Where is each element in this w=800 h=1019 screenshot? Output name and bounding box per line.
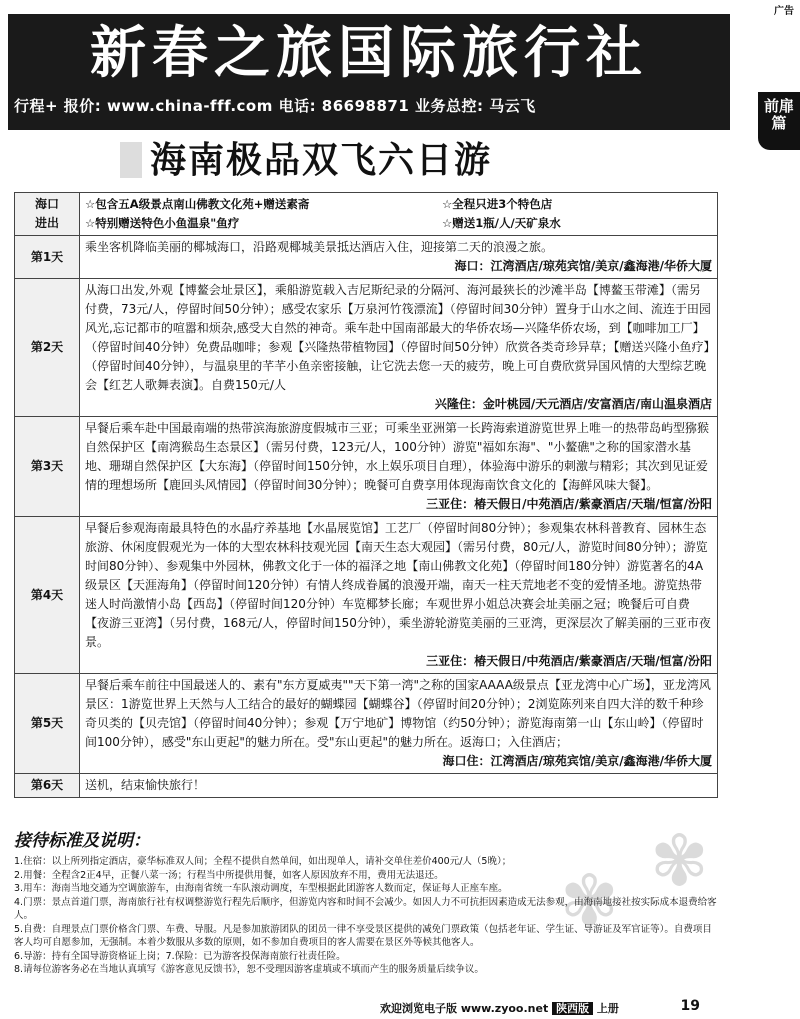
tour-title: 海南极品双飞六日游 [150, 140, 493, 181]
day-text: 早餐后乘车前往中国最迷人的、素有"东方夏威夷""天下第一湾"之称的国家AAAA级景点【亚龙湾中心广场】，亚龙湾风景区：1游览世界上天然与人工结合的最好的蝴蝶园【蝴蝶谷】（停留时间20分钟）；2浏览陈列来自四大洋的数千种珍奇贝类的【贝壳馆】（停留时间40分钟）；参观【万宁地矿】博物馆（约50分钟）；游览海南第一山【东山岭】（停留时间100分钟），感受"东山更起"的魅力所在。受"东山更起"的魅力所在。返海口；入住酒店； [85, 678, 711, 749]
day-text: 早餐后参观海南最具特色的水晶疗养基地【水晶展览馆】工艺厂（停留时间80分钟）；参观集农林科普教育、园林生态旅游、休闲度假观光为一体的大型农林科技观光园【南天生态大观园】（需另付费，80元/人，游览时间80分钟）；游览时间80分钟）、参观集中外园林，佛教文化于一体的福泽之地【南山佛教文化苑】（停留时间180分钟）游览著名的4A级景区【天涯海角】（停留时间120分钟）有情人终成眷属的浪漫开端，南天一柱天荒地老不变的爱情圣地。游览热带迷人时尚激情小岛【西岛】（停留时间120分钟）车览椰梦长廊；车观世界小姐总决赛会址美丽之冠；晚餐后可自费【夜游三亚湾】（另付费，168元/人，停留时间150分钟），乘坐游轮游览美丽的三亚湾，更深层次了解美丽的三亚市夜景。 [85, 521, 711, 649]
highlight-item: ☆包含五A级景点南山佛教文化苑+赠送素斋 [85, 197, 310, 211]
note-item: 8.请每位游客务必在当地认真填写《游客意见反馈书》，恕不受理因游客虚填或不填而产生的服务质量后续争议。 [14, 964, 484, 975]
palm-decoration: ✾ [560, 860, 619, 942]
note-item: 3.用车：海南当地交通为空调旅游车，由海南省统一车队滚动调度，车型根据此团游客人数而定，保证每人正座车座。 [14, 883, 508, 894]
day-text: 乘坐客机降临美丽的椰城海口，沿路观椰城美景抵达酒店入住，迎接第二天的浪漫之旅。 [85, 240, 554, 254]
footer-text: 欢迎浏览电子版 www.zyoo.net [380, 1002, 549, 1015]
day-row [15, 417, 718, 517]
highlight-item: ☆特别赠送特色小鱼温泉"鱼疗 [85, 216, 240, 230]
footer-line [380, 1000, 619, 1016]
itinerary-table [14, 192, 718, 798]
day-description [80, 517, 718, 674]
day-hotel: 海口住：江湾酒店/琼苑宾馆/美京/鑫海港/华侨大厦 [442, 754, 712, 768]
section-tab: 前扉篇 [758, 92, 800, 150]
day-description [80, 236, 718, 279]
edition-badge: 陕西版 [552, 1002, 593, 1015]
day-label: 第1天 [15, 236, 80, 279]
day-row [15, 674, 718, 774]
highlight-item: ☆全程只进3个特色店 [442, 197, 553, 211]
ad-tag: 广告 [774, 6, 794, 17]
day-text: 早餐后乘车赴中国最南端的热带滨海旅游度假城市三亚；可乘坐亚洲第一长跨海索道游览世界上唯一的热带岛屿型猕猴自然保护区【南湾猴岛生态景区】（需另付费，123元/人，100分钟）游览"福如东海"、"小鳌礁"之称的国家潜水基地、珊瑚自然保护区【大东海】（停留时间150分钟，水上娱乐项目自理），体验海中游乐的刺激与精彩；其次到见证爱情的理想场所【鹿回头风情园】（停留时间30分钟）；晚餐可自费享用体现海南饮食文化的【海鲜风味大餐】。 [85, 421, 710, 492]
day-text: 从海口出发,外观【博鳌会址景区】，乘船游览载入吉尼斯纪录的分隔河、海河最狭长的沙滩半岛【博鳌玉带滩】（需另付费，73元/人，停留时间50分钟）；感受农家乐【万泉河竹筏漂流】（停留时间30分钟）置身于山水之间、流连于田园风光,忘记都市的喧嚣和烦杂,感受大自然的神奇。乘车赴中国南部最大的华侨农场—兴隆华侨农场，到【咖啡加工厂】（停留时间40分钟）免费品咖啡；参观【兴隆热带植物园】（停留时间50分钟）欣赏各类奇珍异草；【赠送兴隆小鱼疗】（停留时间40分钟），与温泉里的芊芊小鱼亲密接触，让它洗去您一天的疲劳，晚上可自费欣赏异国风情的大型综艺晚会【红艺人歌舞表演】。自费150元/人 [85, 283, 711, 392]
day-row [15, 517, 718, 674]
day-text: 送机，结束愉快旅行！ [85, 778, 206, 792]
notes-section [14, 826, 718, 977]
highlight-item: ☆赠送1瓶/人/天矿泉水 [442, 216, 561, 230]
note-item: 6.导游：持有全国导游资格证上岗；7.保险：已为游客投保海南旅行社责任险。 [14, 950, 346, 962]
day-row [15, 279, 718, 417]
agency-title: 新春之旅国际旅行社 [90, 21, 648, 86]
day-hotel: 海口：江湾酒店/琼苑宾馆/美京/鑫海港/华侨大厦 [454, 259, 712, 273]
day-label: 第5天 [15, 674, 80, 774]
day-description [80, 774, 718, 798]
highlight-row [15, 193, 718, 236]
day-description [80, 279, 718, 417]
contact-line: 行程+ 报价: www.china-fff.com 电话: 86698871 业务总控: 马云飞 [14, 97, 536, 115]
day-hotel: 兴隆住：金叶桃园/天元酒店/安富酒店/南山温泉酒店 [434, 397, 712, 411]
day-hotel: 三亚住：椿天假日/中苑酒店/紫豪酒店/天瑞/恒富/汾阳 [426, 654, 712, 668]
day-hotel: 三亚住：椿天假日/中苑酒店/紫豪酒店/天瑞/恒富/汾阳 [426, 497, 712, 511]
day-label: 第3天 [15, 417, 80, 517]
day-description [80, 674, 718, 774]
day-row [15, 236, 718, 279]
page-number: 19 [680, 998, 700, 1014]
day-label: 第6天 [15, 774, 80, 798]
notes-title: 接待标准及说明： [14, 831, 150, 851]
note-item: 2.用餐：全程含2正4早，正餐八菜一汤；行程当中所提供用餐，如客人原因放弃不用，费用无法退还。 [14, 869, 444, 881]
volume-label: 上册 [596, 1002, 619, 1015]
note-item: 4.门票：景点首道门票，海南旅行社有权调整游览行程先后顺序，但游览内容和时间不会减少。如因人力不可抗拒因素造成无法参观，由海南地接社按实际成本退费给客人。 [14, 896, 717, 921]
palm-decoration: ✾ [650, 820, 709, 902]
note-item: 5.自费：自理景点门票价格含门票、车费、导服。凡是参加旅游团队的团员一律不享受景区提供的减免门票政策（包括老年证、学生证、导游证及军官证等）。自费项目客人均可自愿参加，无强制。本着少数服从多数的原则，如不参加自费项目的客人需要在景区外等候其他客人。 [14, 923, 712, 948]
title-decoration [120, 142, 142, 178]
highlight-label: 海口 进出 [15, 193, 80, 236]
highlight-cell [80, 193, 718, 236]
day-label: 第2天 [15, 279, 80, 417]
note-item: 1.住宿：以上所列指定酒店，豪华标准双人间；全程不提供自然单间，如出现单人，请补交单住差价400元/人（5晚）； [14, 856, 512, 867]
day-description [80, 417, 718, 517]
day-label: 第4天 [15, 517, 80, 674]
day-row [15, 774, 718, 798]
